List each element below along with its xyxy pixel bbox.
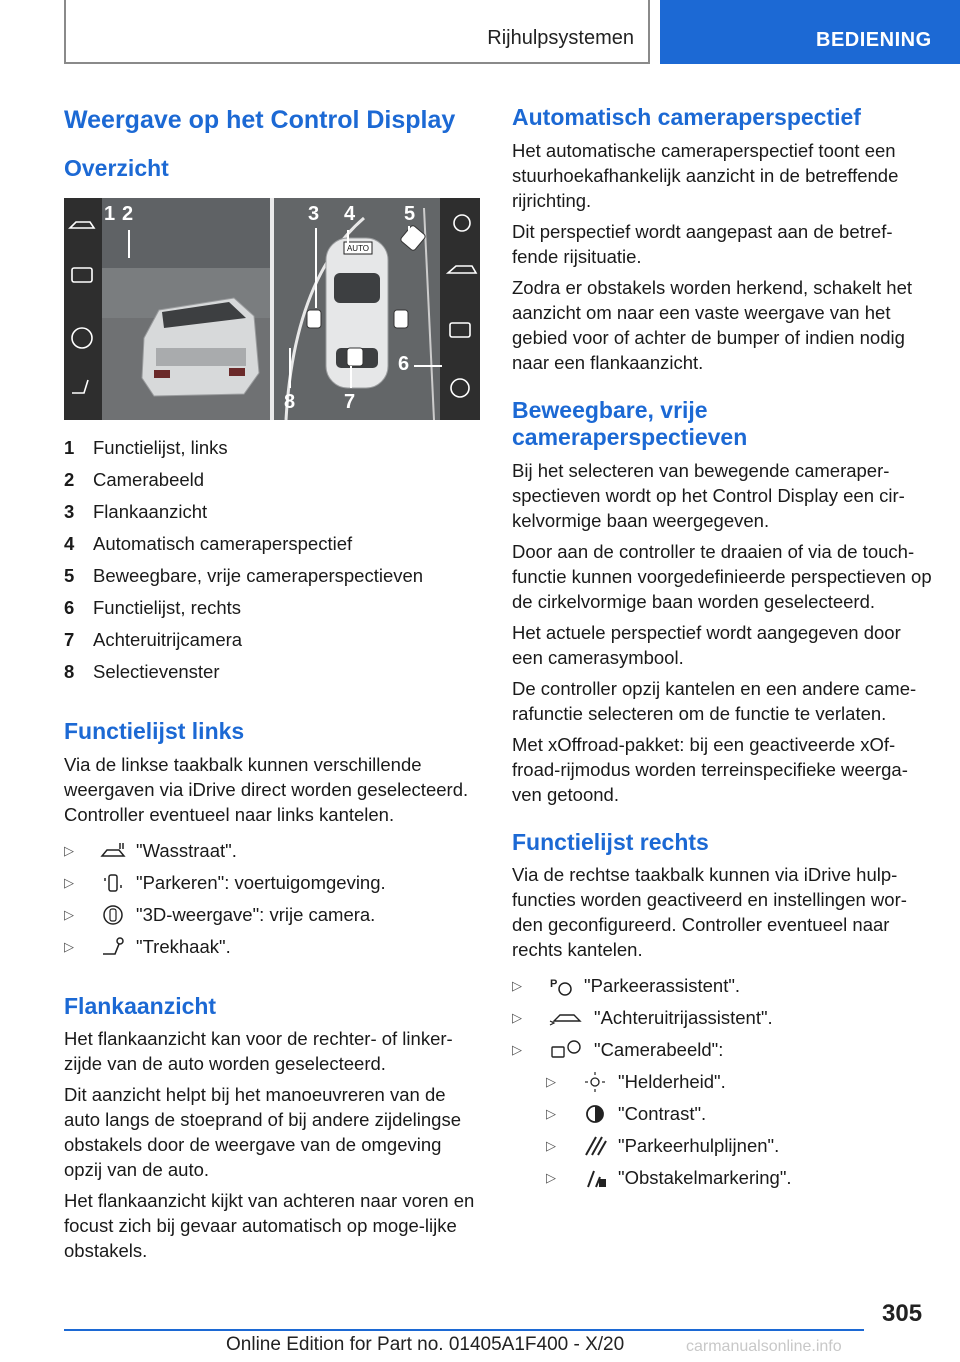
movable-perspectives-text-3: Het actuele perspectief wordt aangegeven door een camerasymbool.	[512, 621, 901, 668]
callout-8: 8	[284, 391, 296, 414]
list-item-text: "3D-weergave": vrije camera.	[136, 903, 376, 925]
legend-number: 1	[64, 437, 75, 459]
footer-divider	[64, 1329, 864, 1331]
auto-perspective-text-1: Het automatische cameraperspectief toont een stuurhoekafhankelijk aanzicht in de betreffende rijrichting.	[512, 139, 899, 211]
function-list-left-heading: Functielijst links	[64, 718, 245, 745]
bullet-marker: ▷	[512, 1010, 522, 1026]
left-function-bar	[64, 198, 102, 420]
header-section-box	[64, 0, 650, 64]
callout-7: 7	[344, 391, 356, 414]
movable-perspectives-text-1: Bij het selecteren van bewegende cameraper-spectieven wordt op het Control Display een cir-kelvormige baan weergegeven.	[512, 459, 905, 531]
parking-surroundings-icon	[100, 872, 126, 894]
contrast-icon	[582, 1103, 608, 1125]
list-item-text: "Trekhaak".	[136, 935, 231, 957]
legend-text: Selectievenster	[93, 661, 220, 683]
page-number: 305	[882, 1300, 923, 1327]
footer-watermark: carmanualsonline.info	[686, 1338, 842, 1355]
list-item-text: "Helderheid".	[618, 1071, 726, 1093]
car-wash-icon	[100, 840, 126, 862]
legend-text: Functielijst, rechts	[93, 597, 242, 619]
legend-item	[64, 656, 482, 688]
control-display-illustration	[64, 198, 480, 420]
flank-view-text-2: Dit aanzicht helpt bij het manoeuvreren van de auto langs de stoeprand of bij andere zijdelingse obstakels door de weergave van de omgeving opzij van de auto.	[64, 1084, 462, 1181]
list-item-text: "Wasstraat".	[136, 839, 237, 861]
function-list-right-text: Via de rechtse taakbalk kunnen via iDrive hulp-functies worden geactiveerd en instellingen wor-den geconfigureerd. Controller eventueel naar rechts kantelen.	[512, 864, 907, 961]
overview-heading: Overzicht	[64, 154, 169, 181]
legend-text: Camerabeeld	[93, 469, 205, 491]
tow-hitch-icon	[100, 936, 126, 958]
bullet-marker: ▷	[512, 978, 522, 994]
legend-number: 3	[64, 501, 75, 523]
function-list-left-text: Via de linkse taakbalk kunnen verschillende weergaven via iDrive direct worden geselecteerd. Controller eventueel naar links kantelen.	[64, 753, 469, 825]
flank-view-heading: Flankaanzicht	[64, 992, 217, 1019]
list-item-text: "Achteruitrijassistent".	[594, 1007, 773, 1029]
legend-number: 7	[64, 629, 75, 651]
header-section-title: Rijhulpsystemen	[487, 27, 634, 49]
bullet-marker: ▷	[512, 1042, 522, 1058]
header-chapter-tab	[660, 0, 960, 64]
legend-item	[64, 432, 482, 464]
legend-text: Beweegbare, vrije cameraperspectieven	[93, 565, 424, 587]
callout-4: 4	[344, 203, 356, 226]
list-item	[64, 899, 482, 931]
list-item	[64, 931, 482, 963]
function-list-left-items	[64, 835, 482, 963]
legend-text: Functielijst, links	[93, 437, 228, 459]
list-item-text: "Contrast".	[618, 1103, 707, 1125]
callout-6: 6	[398, 353, 410, 376]
3d-view-icon	[100, 904, 126, 926]
park-assist-icon	[548, 975, 574, 997]
footer-edition: Online Edition for Part no. 01405A1F400 - X/20	[226, 1334, 625, 1355]
bullet-marker: ▷	[64, 938, 74, 954]
list-item	[64, 835, 482, 867]
page-title: Weergave op het Control Display	[64, 106, 456, 134]
list-item-text: "Parkeerassistent".	[584, 975, 741, 997]
list-item-text: "Obstakelmarkering".	[618, 1167, 792, 1189]
movable-perspectives-heading: Beweegbare, vrije cameraperspectieven	[512, 396, 748, 451]
left-column	[64, 100, 482, 1263]
obstacle-marking-icon	[582, 1167, 608, 1189]
list-item	[512, 1098, 932, 1130]
legend-number: 4	[64, 533, 75, 555]
callout-2: 2	[122, 203, 134, 226]
callout-3: 3	[308, 203, 320, 226]
legend-number: 5	[64, 565, 75, 587]
list-item	[512, 970, 932, 1002]
list-item	[512, 1002, 932, 1034]
callout-5: 5	[404, 203, 416, 226]
legend-text: Automatisch cameraperspectief	[93, 533, 353, 555]
brightness-icon	[582, 1071, 608, 1093]
auto-perspective-heading: Automatisch cameraperspectief	[512, 104, 861, 130]
list-item	[64, 867, 482, 899]
list-item	[512, 1130, 932, 1162]
flank-view-text-1: Het flankaanzicht kan voor de rechter- of linker-zijde van de auto worden geselecteerd.	[64, 1028, 453, 1075]
legend-item	[64, 528, 482, 560]
svg-text:P: P	[550, 978, 558, 991]
header-chapter-label: BEDIENING	[816, 29, 932, 51]
legend-item	[64, 560, 482, 592]
callout-1: 1	[104, 203, 116, 226]
flank-view-text-3: Het flankaanzicht kijkt van achteren naar voren en focust zich bij gevaar automatisch op moge-lijke obstakels.	[64, 1190, 475, 1262]
figure-legend	[64, 432, 482, 688]
list-item	[512, 1034, 932, 1066]
legend-item	[64, 464, 482, 496]
bullet-marker: ▷	[64, 906, 74, 922]
auto-perspective-text-3: Zodra er obstakels worden herkend, schakelt het aanzicht om naar een vaste weergave van het gebied voor of achter de bumper of indien nodig naar een flankaanzicht.	[512, 276, 913, 373]
control-display-figure	[64, 198, 480, 420]
list-item	[512, 1066, 932, 1098]
legend-number: 8	[64, 661, 75, 683]
legend-text: Achteruitrijcamera	[93, 629, 243, 651]
legend-text: Flankaanzicht	[93, 501, 208, 523]
bullet-marker: ▷	[546, 1106, 556, 1122]
bullet-marker: ▷	[546, 1074, 556, 1090]
legend-number: 6	[64, 597, 75, 619]
legend-item	[64, 624, 482, 656]
bullet-marker: ▷	[546, 1138, 556, 1154]
movable-perspectives-text-5: Met xOffroad-pakket: bij een geactiveerde xOf-froad-rijmodus worden terreinspecifieke weerga-ven getoond.	[512, 733, 908, 805]
function-list-right-heading: Functielijst rechts	[512, 828, 709, 855]
legend-item	[64, 592, 482, 624]
list-item	[512, 1162, 932, 1194]
legend-item	[64, 496, 482, 528]
bullet-marker: ▷	[64, 842, 74, 858]
auto-badge-text: AUTO	[346, 244, 370, 254]
movable-perspectives-text-4: De controller opzij kantelen en een andere came-rafunctie selecteren om de functie te verlaten.	[512, 677, 917, 724]
bullet-marker: ▷	[546, 1170, 556, 1186]
legend-number: 2	[64, 469, 75, 491]
function-list-right-items	[512, 970, 932, 1194]
list-item-text: "Camerabeeld":	[594, 1039, 724, 1061]
movable-perspectives-text-2: Door aan de controller te draaien of via de touch-functie kunnen voorgedefinieerde perspectieven op de cirkelvormige baan worden geselecteerd.	[512, 540, 932, 612]
list-item-text: "Parkeren": voertuigomgeving.	[136, 871, 386, 893]
auto-perspective-text-2: Dit perspectief wordt aangepast aan de betref-fende rijsituatie.	[512, 220, 893, 267]
parking-lines-icon	[582, 1135, 608, 1157]
reversing-assist-icon	[548, 1007, 584, 1029]
bullet-marker: ▷	[64, 874, 74, 890]
camera-settings-icon	[548, 1039, 584, 1061]
list-item-text: "Parkeerhulplijnen".	[618, 1135, 780, 1157]
right-column	[512, 100, 932, 1194]
